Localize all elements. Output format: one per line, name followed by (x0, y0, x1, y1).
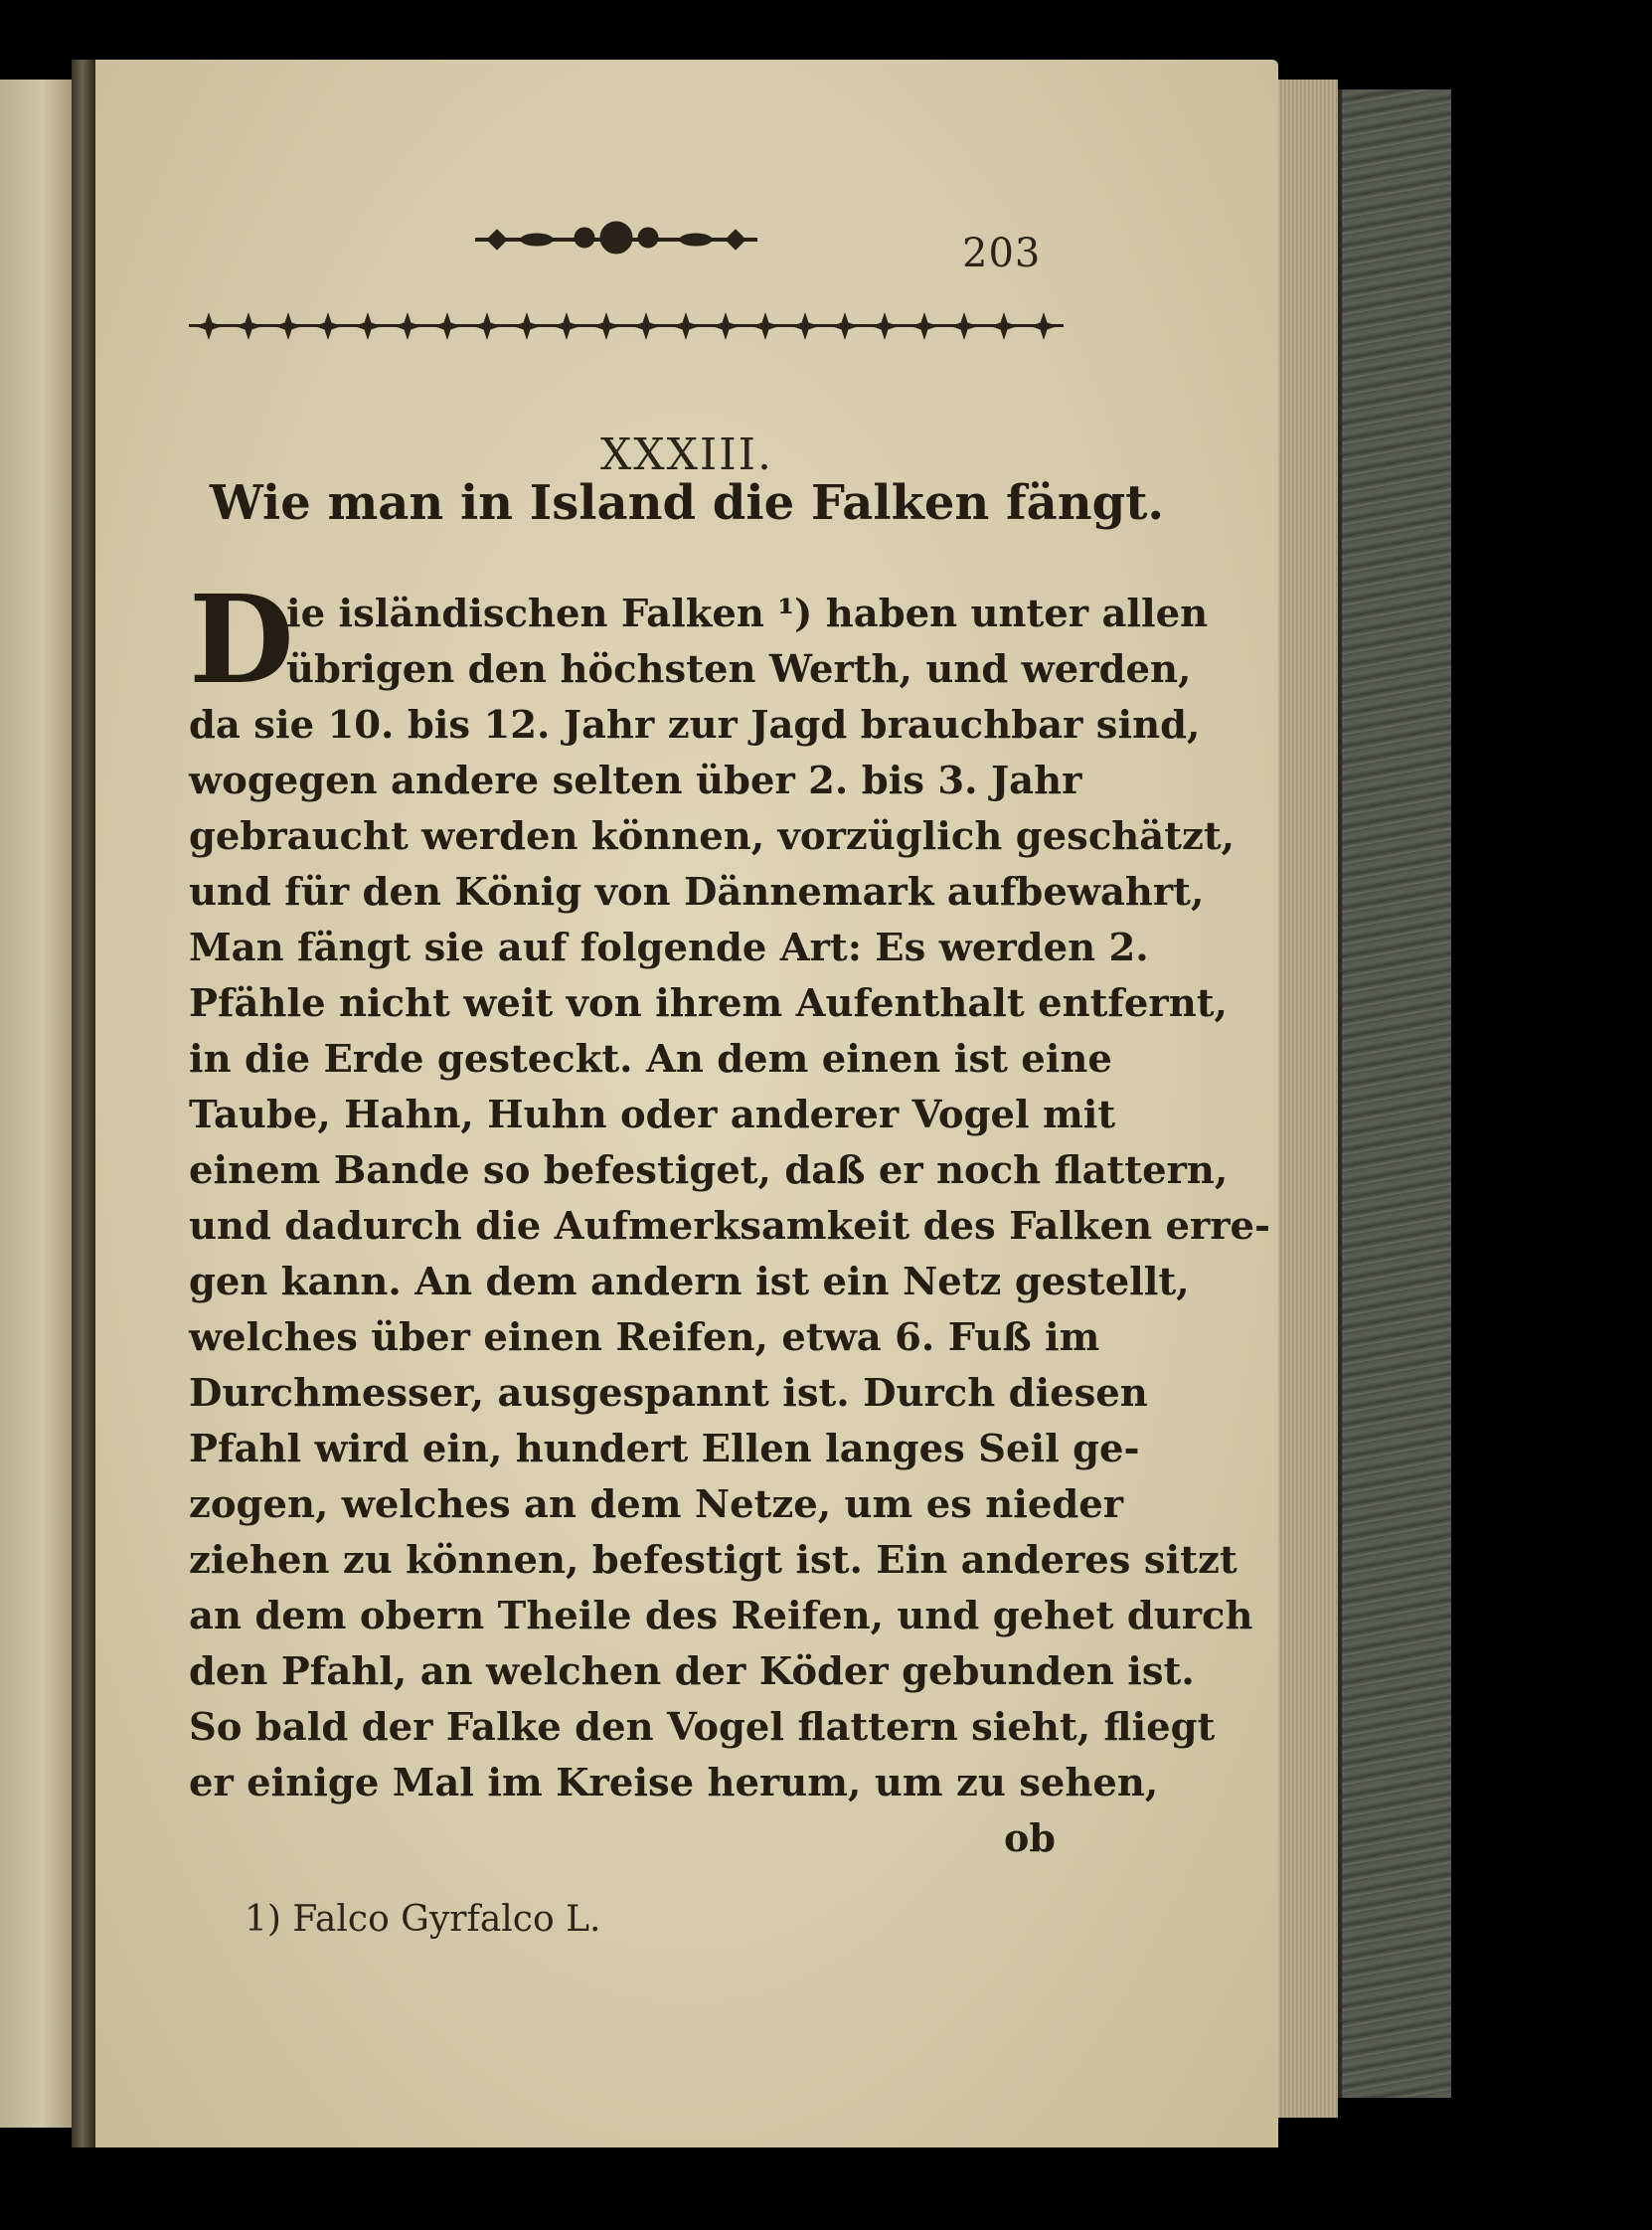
star-ornament-icon (592, 312, 620, 340)
star-ornament-icon (553, 312, 580, 340)
text-line: übrigen den höchsten Werth, und werden, (286, 647, 1192, 692)
chapter-number: XXXIII. (599, 429, 774, 480)
star-ornament-icon (235, 312, 262, 340)
text-line: Man fängt sie auf folgende Art: Es werden 2. (189, 926, 1149, 970)
text-line: da sie 10. bis 12. Jahr zur Jagd brauchbar sind, (189, 703, 1201, 748)
text-line: ziehen zu können, befestigt ist. Ein anderes sitzt (189, 1538, 1238, 1583)
text-line: So bald der Falke den Vogel flattern sieht, fliegt (189, 1705, 1216, 1750)
page-block-edge (1278, 80, 1338, 2118)
star-ornament-icon (513, 312, 541, 340)
star-ornament-icon (354, 312, 382, 340)
text-line: an dem obern Theile des Reifen, und gehet durch (189, 1594, 1253, 1638)
catchword: ob (1004, 1815, 1056, 1860)
star-ornament-icon (831, 312, 859, 340)
text-line: den Pfahl, an welchen der Köder gebunden ist. (189, 1649, 1195, 1694)
star-ornament-icon (950, 312, 978, 340)
text-line: und für den König von Dännemark aufbewahrt, (189, 870, 1205, 915)
drop-initial: D (189, 568, 294, 711)
star-ornament-icon (632, 312, 660, 340)
text-line: wogegen andere selten über 2. bis 3. Jahr (189, 759, 1082, 803)
page-number: 203 (962, 231, 1042, 276)
text-line: Durchmesser, ausgespannt ist. Durch diesen (189, 1371, 1148, 1416)
text-line: Taube, Hahn, Huhn oder anderer Vogel mit (189, 1093, 1116, 1137)
facing-page-edge (0, 80, 72, 2128)
text-line: welches über einen Reifen, etwa 6. Fuß im (189, 1315, 1100, 1360)
text-line: zogen, welches an dem Netze, um es nieder (189, 1482, 1124, 1527)
book-gutter (72, 60, 95, 2147)
footnote: 1) Falco Gyrfalco L. (245, 1899, 601, 1940)
ornamental-star-rule-icon (189, 304, 1064, 348)
ornamental-headpiece-icon (467, 214, 765, 263)
star-ornament-icon (751, 312, 779, 340)
star-ornament-icon (910, 312, 938, 340)
star-ornament-icon (195, 312, 223, 340)
text-line: und dadurch die Aufmerksamkeit des Falken erre- (189, 1204, 1271, 1249)
star-ornament-icon (314, 312, 342, 340)
text-line: Pfähle nicht weit von ihrem Aufenthalt entfernt, (189, 981, 1228, 1026)
star-ornament-icon (1030, 312, 1058, 340)
star-ornament-icon (990, 312, 1018, 340)
text-line: einem Bande so befestiget, daß er noch flattern, (189, 1148, 1229, 1193)
star-ornament-icon (394, 312, 421, 340)
star-ornament-icon (871, 312, 899, 340)
text-line: in die Erde gesteckt. An dem einen ist eine (189, 1037, 1112, 1082)
text-line: gen kann. An dem andern ist ein Netz gestellt, (189, 1260, 1190, 1304)
star-ornament-icon (672, 312, 700, 340)
text-line: Pfahl wird ein, hundert Ellen langes Seil ge- (189, 1427, 1140, 1471)
chapter-title: Wie man in Island die Falken fängt. (209, 475, 1165, 531)
star-ornament-icon (791, 312, 819, 340)
marbled-cover-board (1338, 89, 1451, 2098)
star-ornament-icon (712, 312, 740, 340)
text-line: er einige Mal im Kreise herum, um zu sehen, (189, 1761, 1159, 1805)
text-line: gebraucht werden können, vorzüglich geschätzt, (189, 814, 1236, 859)
star-ornament-icon (433, 312, 461, 340)
star-ornament-icon (274, 312, 302, 340)
text-line: ie isländischen Falken ¹) haben unter allen (286, 592, 1209, 636)
star-ornament-icon (473, 312, 501, 340)
